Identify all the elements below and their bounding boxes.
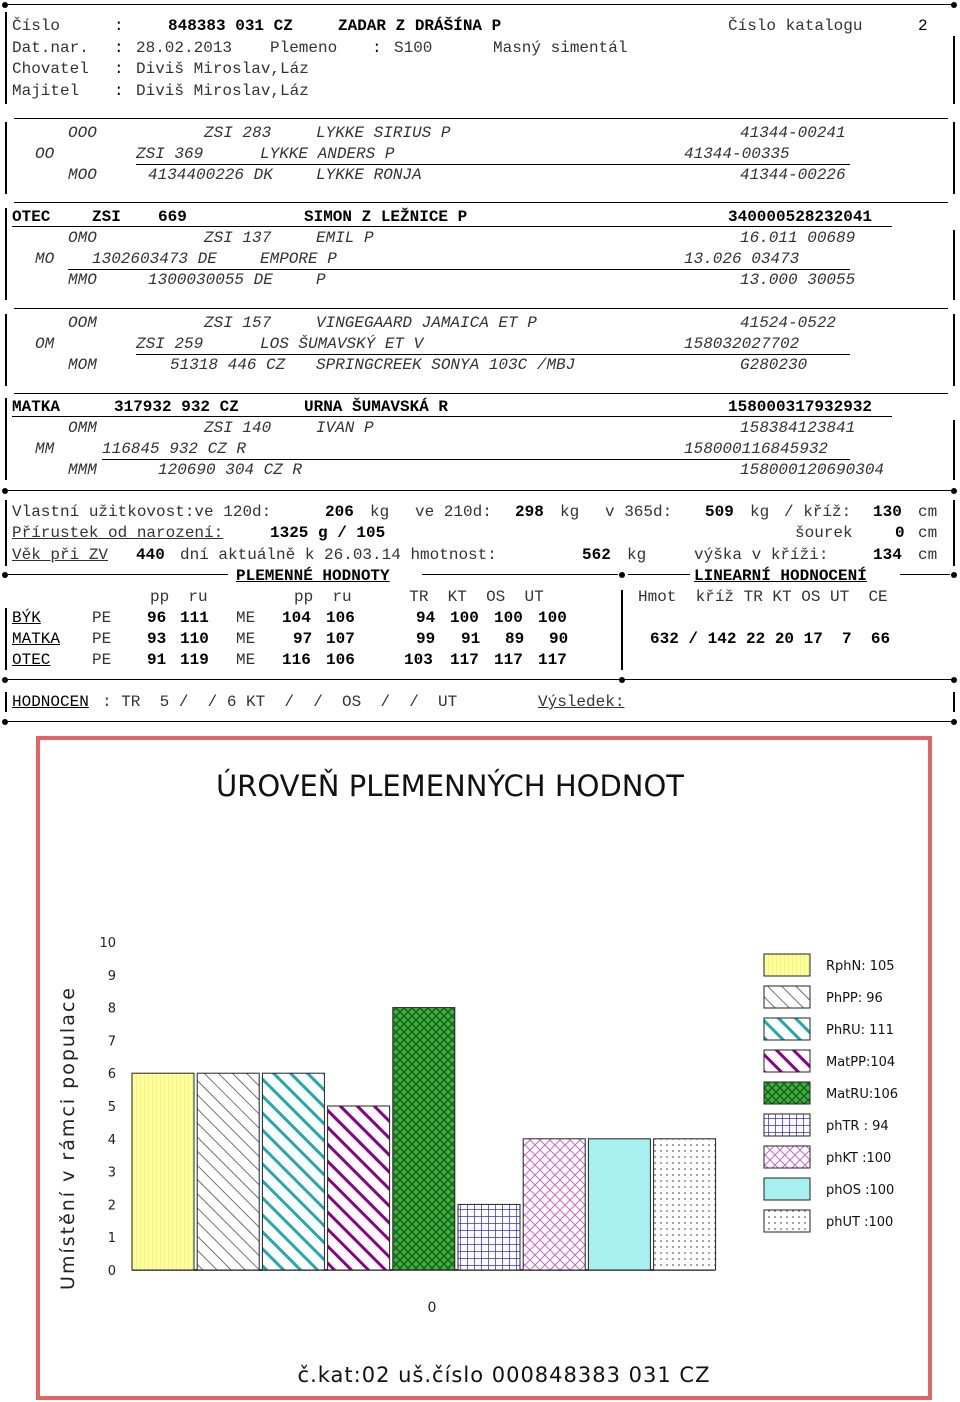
row-label: BÝK xyxy=(12,609,41,627)
moo-id: 4134400226 DK xyxy=(148,166,273,184)
colon: : xyxy=(114,82,124,100)
tr-value: 103 xyxy=(404,651,433,669)
ooo-num: 41344-00241 xyxy=(740,124,846,142)
otec-num: 340000528232041 xyxy=(728,208,873,226)
frame-corner-dot xyxy=(2,719,8,725)
vek-text: dní aktuálně k 26.03.14 hmotnost: xyxy=(180,546,497,564)
y-tick-label: 8 xyxy=(107,1001,116,1017)
kg-unit: kg xyxy=(560,503,580,521)
legend-swatch xyxy=(764,1050,810,1072)
vyska-label: výška v kříži: xyxy=(694,546,829,564)
ooo-code: OOO xyxy=(68,124,97,142)
omm-num: 158384123841 xyxy=(740,419,856,437)
right-border xyxy=(953,420,955,480)
hmotnost-value: 562 xyxy=(582,546,611,564)
mmm-id: 120690 304 CZ R xyxy=(158,461,303,479)
divider xyxy=(900,574,950,575)
right-border xyxy=(953,230,955,300)
chovatel-label: Chovatel xyxy=(12,60,89,78)
ru2-value: 107 xyxy=(326,630,355,648)
left-border xyxy=(5,500,7,566)
legend-swatch xyxy=(764,1146,810,1168)
katalog-value: 2 xyxy=(918,17,928,35)
divider xyxy=(8,679,952,680)
frame-corner-dot xyxy=(619,572,625,578)
colon: : xyxy=(114,60,124,78)
chart-xlabel: 0 xyxy=(427,1300,437,1316)
legend-swatch xyxy=(764,1210,810,1232)
omm-code: OMM xyxy=(68,419,97,437)
plemeno-value: S100 xyxy=(394,39,433,57)
right-border xyxy=(953,36,955,104)
divider xyxy=(8,721,952,722)
cislo-value: 848383 031 CZ xyxy=(168,17,293,35)
right-border xyxy=(953,500,955,566)
datnar-value: 28.02.2013 xyxy=(136,39,233,57)
bar-phUT xyxy=(654,1139,716,1270)
moo-code: MOO xyxy=(68,166,97,184)
y-tick-label: 1 xyxy=(107,1231,116,1247)
underline xyxy=(136,354,850,355)
mm-id: 116845 932 CZ R xyxy=(102,440,247,458)
cm-unit: cm xyxy=(918,503,938,521)
pe-label: PE xyxy=(92,651,112,669)
pp2-value: 104 xyxy=(282,609,311,627)
legend-label: MatRU:106 xyxy=(826,1087,899,1102)
oo-num: 41344-00335 xyxy=(684,145,790,163)
mmo-code: MMO xyxy=(68,271,97,289)
pp-value: 93 xyxy=(147,630,167,648)
right-border xyxy=(953,314,955,386)
omo-code: OMO xyxy=(68,229,97,247)
legend-label: phOS :100 xyxy=(826,1183,895,1198)
datnar-label: Dat.nar. xyxy=(12,39,89,57)
y-tick-label: 2 xyxy=(107,1198,116,1214)
cislo-label: Číslo xyxy=(12,17,61,35)
left-border xyxy=(5,12,7,104)
plemenne-title: PLEMENNÉ HODNOTY xyxy=(236,567,390,585)
linear-title: LINEARNÍ HODNOCENÍ xyxy=(694,567,867,585)
os-value: 100 xyxy=(494,609,523,627)
legend-swatch xyxy=(764,1178,810,1200)
divider xyxy=(422,574,618,575)
kriz-label: / kříž: xyxy=(784,503,852,521)
y-tick-label: 5 xyxy=(107,1100,116,1115)
ru2-value: 106 xyxy=(326,651,355,669)
legend-label: phKT :100 xyxy=(826,1151,892,1166)
me-label: ME xyxy=(236,651,256,669)
pe-label: PE xyxy=(92,609,112,627)
left-border xyxy=(5,692,7,712)
ru-value: 110 xyxy=(180,630,209,648)
legend-label: phTR : 94 xyxy=(826,1119,889,1134)
os-value: 89 xyxy=(505,630,525,648)
oo-code: OO xyxy=(35,145,55,163)
ut-value: 90 xyxy=(549,630,569,648)
ru2-value: 106 xyxy=(326,609,355,627)
row-label: MATKA xyxy=(12,630,61,648)
mo-num: 13.026 03473 xyxy=(684,250,800,268)
prirustek-value: 1325 g / 105 xyxy=(270,524,386,542)
hodnocen-label: HODNOCEN xyxy=(12,693,89,711)
left-border xyxy=(5,122,7,194)
legend-swatch xyxy=(764,1114,810,1136)
omo-name: EMIL P xyxy=(316,229,374,247)
oo-id: ZSI 369 xyxy=(136,145,204,163)
frame-corner-dot xyxy=(2,488,8,494)
legend-label: PhRU: 111 xyxy=(826,1023,894,1038)
legend-label: RphN: 105 xyxy=(826,959,895,974)
majitel-value: Diviš Miroslav,Láz xyxy=(136,82,309,100)
colon: : xyxy=(114,39,124,57)
mo-name: EMPORE P xyxy=(260,250,337,268)
me-label: ME xyxy=(236,609,256,627)
matka-id: 317932 932 CZ xyxy=(114,398,239,416)
animal-name: ZADAR Z DRÁŠÍNA P xyxy=(338,17,502,35)
legend-label: MatPP:104 xyxy=(826,1055,896,1070)
prirustek-label: Přírustek od narození: xyxy=(12,524,224,542)
frame-corner-dot xyxy=(951,572,957,578)
underline xyxy=(68,269,850,270)
colon: : xyxy=(372,39,382,57)
mm-code: MM xyxy=(35,440,55,458)
pp2-value: 116 xyxy=(282,651,311,669)
y-tick-label: 6 xyxy=(107,1067,116,1083)
v120-value: 206 xyxy=(325,503,354,521)
ut-value: 117 xyxy=(538,651,567,669)
om-num: 158032027702 xyxy=(684,335,800,353)
mom-code: MOM xyxy=(68,356,97,374)
linear-values: 632 / 142 22 20 17 7 66 xyxy=(650,630,891,648)
me-label: ME xyxy=(236,630,256,648)
ooo-id: ZSI 283 xyxy=(204,124,272,142)
sourek-value: 0 xyxy=(895,524,905,542)
linear-separator xyxy=(621,590,623,670)
oo-name: LYKKE ANDERS P xyxy=(260,145,395,163)
kriz-value: 130 xyxy=(873,503,902,521)
legend-swatch xyxy=(764,1018,810,1040)
bar-phTR xyxy=(458,1204,520,1270)
ve210-label: ve 210d: xyxy=(415,503,492,521)
frame-corner-dot xyxy=(951,488,957,494)
mm-num: 158000116845932 xyxy=(684,440,829,458)
bar-PhPP xyxy=(197,1073,259,1270)
chart-footer: č.kat:02 uš.číslo 000848383 031 CZ xyxy=(297,1363,711,1387)
divider xyxy=(8,490,952,491)
mmo-num: 13.000 30055 xyxy=(740,271,856,289)
mom-name: SPRINGCREEK SONYA 103C /MBJ xyxy=(316,356,576,374)
underline xyxy=(12,416,892,417)
v210-value: 298 xyxy=(515,503,544,521)
om-code: OM xyxy=(35,335,55,353)
om-name: LOS ŠUMAVSKÝ ET V xyxy=(260,335,424,353)
vlastni-label: Vlastní užitkovost:ve 120d: xyxy=(12,503,272,521)
mo-id: 1302603473 DE xyxy=(92,250,217,268)
frame-corner-dot xyxy=(619,677,625,683)
ut-value: 100 xyxy=(538,609,567,627)
underline xyxy=(12,226,892,227)
bar-MatRU xyxy=(393,1008,455,1270)
kt-value: 117 xyxy=(450,651,479,669)
frame-corner-dot xyxy=(951,2,957,8)
matka-name: URNA ŠUMAVSKÁ R xyxy=(304,398,449,416)
mom-num: G280230 xyxy=(740,356,808,374)
row-label: OTEC xyxy=(12,651,51,669)
left-border xyxy=(5,398,7,480)
otec-id: ZSI xyxy=(92,208,121,226)
frame-corner-dot xyxy=(2,572,8,578)
underline xyxy=(102,459,850,460)
bar-MatPP xyxy=(328,1106,390,1270)
otec-name: SIMON Z LEŽNICE P xyxy=(304,208,468,226)
mmo-name: P xyxy=(316,271,326,289)
moo-num: 41344-00226 xyxy=(740,166,846,184)
frame-corner-dot xyxy=(2,2,8,8)
bar-phOS xyxy=(588,1139,650,1270)
ru-value: 119 xyxy=(180,651,209,669)
omo-id: ZSI 137 xyxy=(204,229,272,247)
legend-swatch xyxy=(764,986,810,1008)
pe-label: PE xyxy=(92,630,112,648)
hodnocen-value: : TR 5 / / 6 KT / / OS / / UT xyxy=(102,693,458,711)
legend-swatch xyxy=(764,954,810,976)
moo-name: LYKKE RONJA xyxy=(316,166,422,184)
otec-code: OTEC xyxy=(12,208,51,226)
kt-value: 100 xyxy=(450,609,479,627)
underline xyxy=(136,164,850,165)
bar-phKT xyxy=(523,1139,585,1270)
frame-corner-dot xyxy=(2,677,8,683)
divider xyxy=(14,118,948,119)
plemeno-desc: Masný simentál xyxy=(493,39,628,57)
majitel-label: Majitel xyxy=(12,82,80,100)
oom-id: ZSI 157 xyxy=(204,314,272,332)
chart-title: ÚROVEŇ PLEMENNÝCH HODNOT xyxy=(215,769,685,803)
y-tick-label: 4 xyxy=(107,1132,116,1148)
v365-value: 509 xyxy=(705,503,734,521)
oom-num: 41524-0522 xyxy=(740,314,837,332)
plemeno-label: Plemeno xyxy=(270,39,338,57)
linear-headers: Hmot kříž TR KT OS UT CE xyxy=(638,588,888,606)
cm-unit: cm xyxy=(918,524,938,542)
right-border xyxy=(953,692,955,712)
y-tick-label: 0 xyxy=(107,1264,116,1279)
divider xyxy=(14,202,948,203)
chart-ylabel: Umístění v rámci populace xyxy=(57,986,79,1290)
left-border xyxy=(5,608,7,670)
left-border xyxy=(5,208,7,300)
kg-unit: kg xyxy=(370,503,390,521)
kt-value: 91 xyxy=(461,630,481,648)
frame-corner-dot xyxy=(951,677,957,683)
divider xyxy=(628,574,690,575)
ru-value: 111 xyxy=(180,609,209,627)
y-tick-label: 3 xyxy=(107,1165,116,1181)
pp2-value: 97 xyxy=(293,630,313,648)
omo-num: 16.011 00689 xyxy=(740,229,856,247)
mom-id: 51318 446 CZ xyxy=(170,356,286,374)
v365-label: v 365d: xyxy=(605,503,673,521)
otec-id2: 669 xyxy=(158,208,187,226)
oom-name: VINGEGAARD JAMAICA ET P xyxy=(316,314,537,332)
y-tick-label: 9 xyxy=(107,968,116,984)
mmm-num: 158000120690304 xyxy=(740,461,885,479)
legend-label: PhPP: 96 xyxy=(826,991,883,1006)
left-border xyxy=(5,314,7,386)
frame-corner-dot xyxy=(951,719,957,725)
pp-value: 96 xyxy=(147,609,167,627)
oom-code: OOM xyxy=(68,314,97,332)
legend-label: phUT :100 xyxy=(826,1215,894,1230)
y-tick-label: 10 xyxy=(99,936,116,951)
tr-value: 94 xyxy=(416,609,436,627)
vyska-value: 134 xyxy=(873,546,902,564)
chovatel-value: Diviš Miroslav,Láz xyxy=(136,60,309,78)
colon: : xyxy=(114,17,124,35)
kg-unit: kg xyxy=(627,546,647,564)
mo-code: MO xyxy=(35,250,55,268)
legend-swatch xyxy=(764,1082,810,1104)
omm-id: ZSI 140 xyxy=(204,419,272,437)
cm-unit: cm xyxy=(918,546,938,564)
divider xyxy=(14,393,948,394)
mmo-id: 1300030055 DE xyxy=(148,271,273,289)
matka-code: MATKA xyxy=(12,398,61,416)
vek-label: Věk při ZV xyxy=(12,546,109,564)
os-value: 117 xyxy=(494,651,523,669)
mmm-code: MMM xyxy=(68,461,97,479)
ooo-name: LYKKE SIRIUS P xyxy=(316,124,451,142)
right-border xyxy=(953,122,955,194)
bar-PhRU xyxy=(262,1073,324,1270)
bar-RphN xyxy=(132,1073,194,1270)
katalog-label: Číslo katalogu xyxy=(728,17,863,35)
vysledek-label: Výsledek: xyxy=(538,693,625,711)
pp-value: 91 xyxy=(147,651,167,669)
divider xyxy=(14,308,948,309)
matka-num: 158000317932932 xyxy=(728,398,873,416)
y-tick-label: 7 xyxy=(107,1034,116,1050)
breeding-values-chart xyxy=(40,740,928,1396)
om-id: ZSI 259 xyxy=(136,335,204,353)
tr-value: 99 xyxy=(416,630,436,648)
column-headers: pp ru pp ru TR KT OS UT xyxy=(102,588,544,606)
kg-unit: kg xyxy=(750,503,770,521)
chart-frame xyxy=(36,736,932,1400)
vek-value: 440 xyxy=(136,546,165,564)
omm-name: IVAN P xyxy=(316,419,374,437)
top-border xyxy=(8,4,952,5)
divider xyxy=(8,574,228,575)
sourek-label: šourek xyxy=(795,524,853,542)
